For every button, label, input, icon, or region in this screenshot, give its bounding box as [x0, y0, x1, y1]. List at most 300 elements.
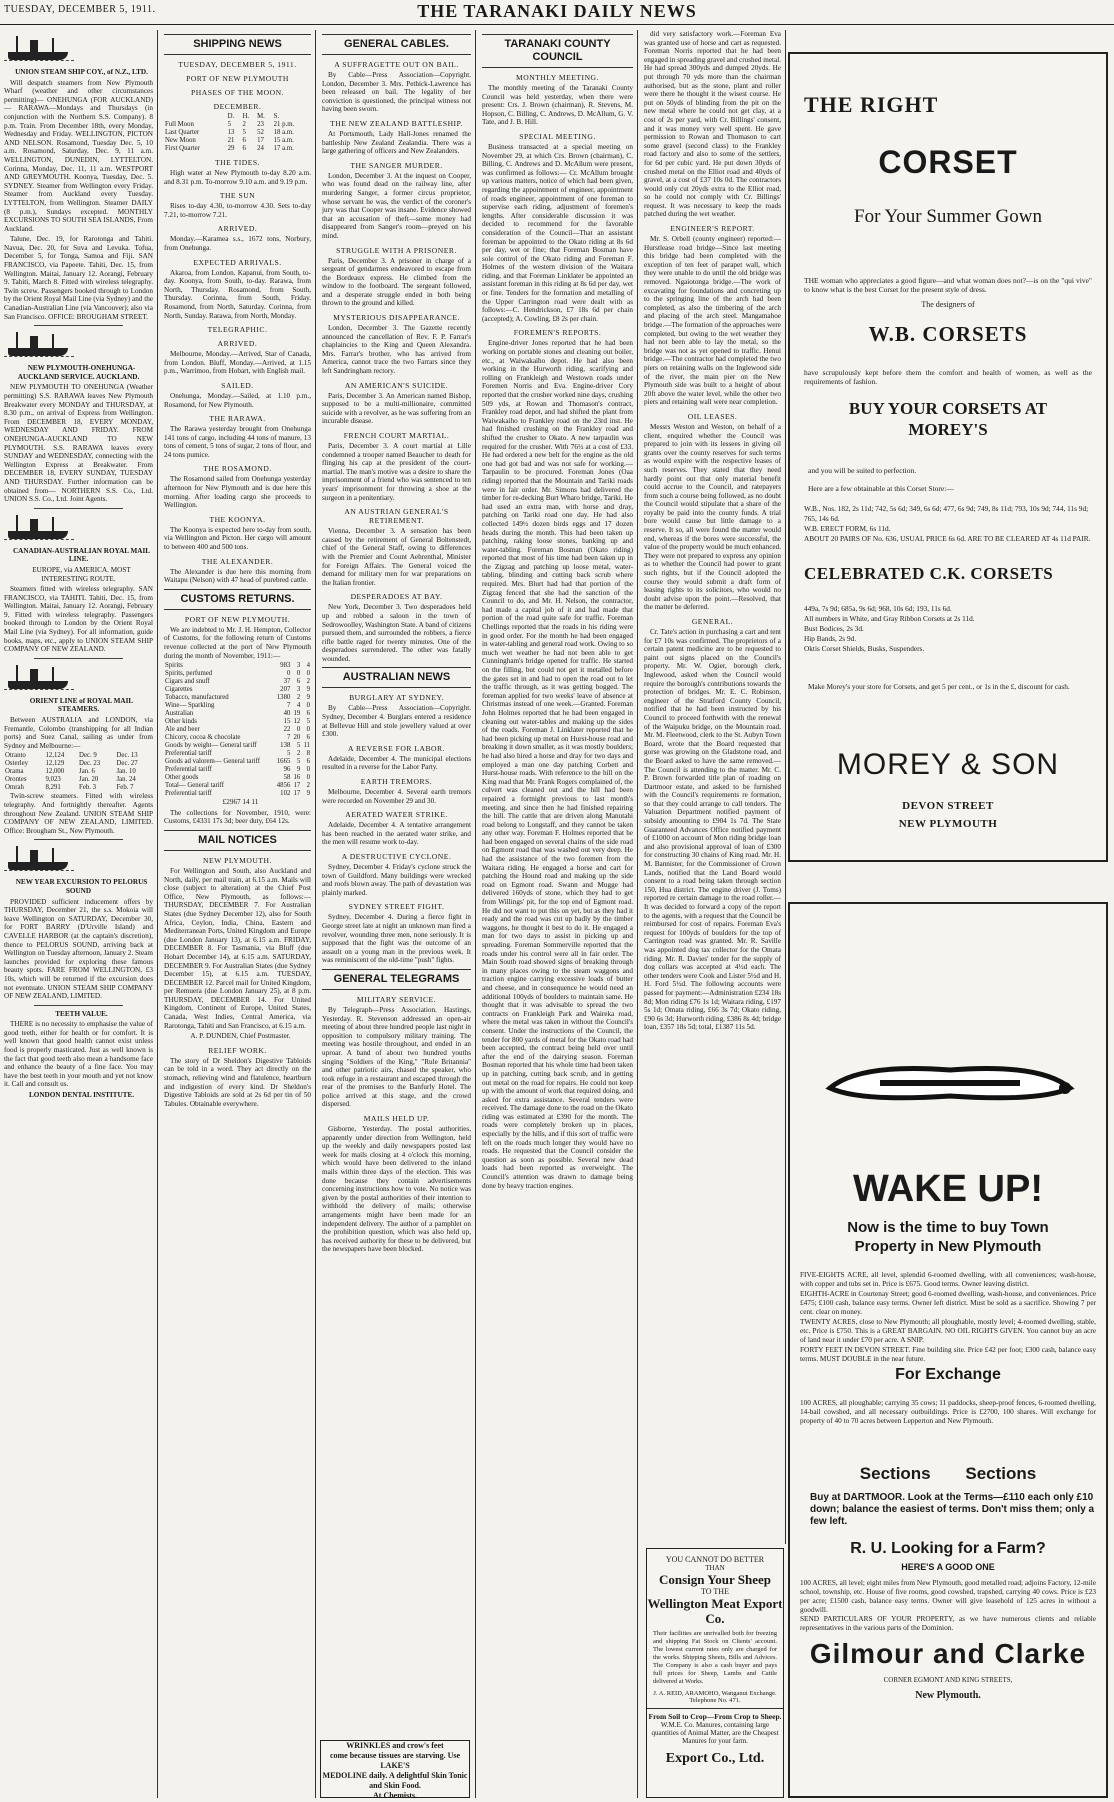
table-cell: 11	[303, 742, 310, 750]
council-heading: TARANAKI COUNTY COUNCIL	[482, 34, 633, 68]
ck-prices: 449a, 7s 9d; 685a, 9s 6d; 968, 10s 6d; 193, 11s 6d.	[804, 604, 952, 613]
sun-heading: THE SUN	[219, 191, 256, 201]
meat-export-advertisement	[646, 1548, 784, 1798]
table-cell: Tobacco, manufactured	[165, 694, 229, 702]
article-body: London, December 3. The Gazette recently announced the cancellation of Rev. F. P. Farrar's chaplaincies to the King and Queen Alexandra. Mrs. Farrar's brother, who has arrived from America, cannot trace the two Farrars since they left Sandringham rectory.	[322, 324, 471, 376]
gilmour-clarke-address: CORNER EGMONT AND KING STREETS,	[883, 1676, 1013, 1684]
table-cell: 15	[283, 718, 291, 726]
article-title: MILITARY SERVICE.	[356, 994, 437, 1004]
wb-price-list	[804, 504, 1092, 544]
corset-ad-body-4: Here are a few obtainable at this Corset Store:—	[808, 484, 954, 493]
wake-sub-line-1: Now is the time to buy Town	[847, 1219, 1049, 1236]
koonya-body: The Koonya is expected here to-day from south, via Wellington and Picton. Her cargo will amount to between 400 and 500 tons.	[164, 525, 311, 552]
article-body: Melbourne, December 4. Several earth tremors were recorded on November 29 and 30.	[322, 788, 471, 805]
table-row	[4, 776, 153, 784]
wake-sub-line-2: Property in New Plymouth	[854, 1238, 1042, 1255]
sheep-ad-line-2: THAN	[705, 1564, 725, 1572]
australian-news-heading: AUSTRALIAN NEWS	[322, 667, 471, 688]
table-cell: 18 a.m.	[273, 129, 294, 136]
wb-prices: W.B., Nos. 182, 2s 11d; 742, 5s 6d; 349, 6s 6d; 477, 6s 9d; 749, 8s 11d; 793, 10s 9d; 744, 11s 9d; 765, 14s 6d.	[804, 504, 1089, 523]
table-row	[164, 790, 311, 798]
property-listing: TWENTY ACRES, close to New Plymouth; all ploughable, mostly level; 4-roomed dwelling, stable, etc. Price is £750. This is a GREAT BARGAIN. NO OIL RIGHTS GIVEN. You cannot buy an acre of land near it under £70 per acre. A SNIP.	[800, 1317, 1096, 1344]
article-title: DESPERADOES AT BAY.	[350, 592, 443, 602]
masthead	[0, 0, 1114, 25]
relief-body: The story of Dr Sheldon's Digestive Tabloids can be told in a word. They act directly on the stomach, relieving wind and flatulence, heartburn and indigestion of every kind. Dr Sheldon's Digestive Tabloids are sold at 2s 6d per tin of 50 Tabules. Obtainable everywhere.	[164, 1056, 311, 1108]
article-body: Paris, December 3. An American named Bishop, supposed to be a multi-millionaire, committed suicide with a revolver, as he was suffering from an incurable disease.	[322, 391, 471, 426]
for-exchange-body: 100 ACRES, all ploughable; carrying 35 cows; 11 paddocks, sheep-proof fences, 6-roomed dwelling, 14-bail cowshed, and all necessary outbuildings. Price is £2700, 100 shares. Will exchange for property of 40 to 70 acres between Lepperton and New Plymouth.	[800, 1398, 1096, 1425]
table-cell: Otranto	[5, 752, 26, 760]
mail-signature: A. P. DUNDEN, Chief Postmaster.	[190, 1032, 291, 1041]
rosamond-heading: THE ROSAMOND.	[203, 464, 272, 474]
expected-heading: EXPECTED ARRIVALS.	[193, 257, 282, 267]
table-cell: 12,000	[45, 768, 65, 776]
telegraphic-body: Melbourne, Monday.—Arrived, Star of Canada, from London. Bluff, Monday.—Arrived, at 1.15 p.m., Warrimoo, from Hobart, with English mail.	[164, 350, 311, 376]
table-cell: Full Moon	[165, 121, 194, 128]
property-listing: FIVE-EIGHTS ACRE, all level, splendid 6-roomed dwelling, with all conveniences; wash-house, with copper and tubs set in. Price is £675. Good terms. Owner leaving district.	[800, 1270, 1096, 1288]
sheep-ad-company-footer: Export Co., Ltd.	[665, 1751, 765, 1766]
table-cell: 1665	[276, 758, 291, 766]
table-row	[164, 670, 311, 678]
article-body: At Portsmouth, Lady Hall-Jones renamed the battleship New Zealand Zealandia. There was a large gathering of officers and New Zealanders.	[322, 129, 471, 156]
table-cell: Orontes	[5, 776, 27, 784]
table-cell	[164, 113, 227, 121]
oil-leases-body: Messrs Weston and Weston, on behalf of a client, enquired whether the Council was prepared to join with its lessees in giving oil grants over the county reserves for such terms as would expire with the respective leases of such reserves. They stated that they need hardly point out that only material benefit could accrue to the Council, and ratepayers from such a course being followed, as no doubt the Council would stipulate that a share of the royalty be paid into the county funds. A trial bore would cause but little damage to a reserve. It so, all were found the matter would end, whereas if the bores were successful, the value of the property would be much enhanced. They were not prepared to express any opinion as to whether the Council had power to grant such rights, but if the Council adopted the course they would submit a draft form of leasing rights to its solicitors, who would no doubt advise upon the point.—Resolved, that the matter be deferred.	[644, 422, 781, 612]
article-title: SYDNEY STREET FIGHT.	[348, 902, 445, 912]
table-cell: 0	[286, 670, 291, 678]
table-cell: 6	[306, 710, 310, 718]
table-cell: First Quarter	[165, 145, 200, 152]
table-row	[4, 760, 153, 768]
table-cell: 2	[306, 782, 310, 790]
gilmour-clarke-name: Gilmour and Clarke	[809, 1638, 1087, 1669]
alarm-banner-icon	[820, 1058, 1080, 1108]
article-body: Vienna, December 3. A sensation has been caused by the retirement of General Boltenstedt, chief of the General Staff, owing to differences with the Premier and Count Aehrenthal, Minister for Foreign Affairs. The General voiced the demand for military men for war preparations on the Italian frontier.	[322, 527, 471, 587]
sections-body: Buy at DARTMOOR. Look at the Terms—£110 each only £10 down; balance the easiest of terms. Don't miss them; only a few left.	[810, 1492, 1095, 1527]
steamship-illustration	[4, 844, 74, 874]
table-row	[4, 784, 153, 792]
table-cell: 20	[293, 734, 301, 742]
arrived-heading: ARRIVED.	[217, 224, 258, 234]
table-cell: Spirits	[165, 662, 183, 670]
table-row	[164, 750, 311, 758]
table-cell: Chicory, cocoa & chocolate	[165, 734, 241, 742]
article-body: By Cable—Press Association—Copyright. Sydney, December 4. Burglars entered a residence at Bellevue Hill and stole jewellery valued at over £300.	[322, 704, 471, 739]
table-cell: 96	[283, 766, 291, 774]
table-cell: 2	[296, 750, 301, 758]
table-cell: Goods by weight— General tariff	[165, 742, 257, 750]
table-cell: 138	[280, 742, 291, 750]
morey-son-name: MOREY & SON	[836, 748, 1060, 781]
table-cell: Last Quarter	[165, 129, 200, 136]
corset-advertisement	[788, 52, 1108, 862]
arrived-body: Monday.—Karamea s.s., 1672 tons, Norbury, from Onehunga.	[164, 235, 311, 252]
sheep-ad-company: Wellington Meat Export Co.	[647, 1596, 783, 1626]
table-cell: Total— General tariff	[165, 782, 225, 790]
corset-ad-designers: The designers of	[921, 300, 975, 309]
table-cell: 9	[296, 766, 301, 774]
special-meeting-heading: SPECIAL MEETING.	[519, 131, 596, 141]
article-title: A DESTRUCTIVE CYCLONE.	[341, 852, 452, 861]
table-cell: 0	[306, 670, 310, 678]
article-body: Adelaide, December 4. The municipal elections resulted in a reverse for the Labor Party.	[322, 754, 471, 772]
table-cell: 23	[257, 121, 264, 128]
table-cell: 6	[242, 145, 246, 152]
table-cell: 5	[296, 742, 301, 750]
customs-returns-table	[164, 662, 311, 798]
corset-ad-body-2: have scrupulously kept before them the comfort and health of women, as well as the requirements of fashion.	[804, 368, 1092, 386]
table-header-cell: M.	[257, 113, 265, 120]
rarawa-heading: THE RARAWA.	[209, 414, 266, 424]
expected-body: Akaroa, from London. Kapanui, from South, to-day. Koonya, from South, to-day. Rarawa, from North, Thursday. Rosamond, from South, Thursday. Corinna, from South, Friday. Rosamond, from North, Saturday. Corinna, from North, Sunday. Rarawa, from North, Monday.	[164, 268, 311, 320]
sheep-ad-manure-text: W.M.E. Co. Manures, containing large quantities of Animal Matter, are the Cheapest Manures for your farm.	[651, 1721, 779, 1745]
moon-phases-table	[164, 113, 311, 153]
article-body: Sydney, December 4. During a fierce fight in George street late at night an unknown man fired a revolver, wounding three men, none seriously. It is supposed that the fight was the outcome of an assault on a young man in the previous week. It was reminiscent of the old-time "push" fights.	[322, 913, 471, 965]
table-cell: 0	[296, 726, 301, 734]
general-heading: GENERAL.	[691, 617, 734, 626]
table-row	[164, 782, 311, 790]
farm-sub: HERE'S A GOOD ONE	[901, 1562, 995, 1572]
corset-ad-discount: Make Morey's your store for Corsets, and get 5 per cent., or 1s in the £, discount for cash.	[808, 682, 1070, 691]
excursion-body: PROVIDED sufficient inducement offers by THURSDAY, December 21, the s.s. Mokoia will leave Wellington on SATURDAY, December 30, for FORT BARRY (D'Urville Island) and CAVELLE HARBOR (at the captain's discretion), thence to PELORUS SOUND, arriving back at Wellington on Tuesday afternoon, January 2. Steam launches provided for exploring these famous beauty spots. FARE FROM WELLINGTON, £3 10s, which will be returned if the excursion does not eventuate. UNION STEAM SHIP COMPANY OF NEW ZEALAND, LIMITED.	[4, 897, 153, 1001]
table-cell: Jan. 6	[79, 768, 95, 776]
table-row	[164, 734, 311, 742]
teeth-heading: TEETH VALUE.	[55, 1009, 108, 1018]
table-cell: 6	[306, 734, 310, 742]
steamship-illustration	[4, 513, 74, 543]
general-telegrams-heading: GENERAL TELEGRAMS	[322, 969, 471, 990]
table-cell: 12,124	[45, 752, 65, 760]
table-cell: Preferential tariff	[165, 790, 212, 798]
sections-heading: Sections Sections	[859, 1464, 1037, 1483]
corset-ad-body-3: and you will be suited to perfection.	[808, 466, 917, 475]
farm-heading: R. U. Looking for a Farm?	[850, 1540, 1046, 1557]
article-title: STRUGGLE WITH A PRISONER.	[336, 245, 457, 255]
table-cell: New Moon	[165, 137, 196, 144]
steamship-illustration	[4, 34, 74, 64]
ck-price-list	[804, 604, 1092, 654]
shipping-ads-column	[0, 30, 158, 1798]
orient-heading: ORIENT LINE of ROYAL MAIL STEAMERS.	[29, 696, 134, 714]
customs-body: We are indebted to Mr. J. H. Hempton, Collector of Customs, for the following return of Customs revenue collected at the port of New Plymouth during the month of November, 1911:—	[164, 625, 311, 660]
sun-body: Rises to-day 4.30, to-morrow 4.30. Sets to-day 7.21, to-morrow 7.21.	[164, 202, 311, 219]
table-cell: Cigarettes	[165, 686, 193, 694]
table-cell: 17	[257, 137, 264, 144]
table-cell: Jan. 20	[79, 776, 99, 784]
rarawa-body: The Rarawa yesterday brought from Onehunga 141 tons of cargo, including 44 tons of manure, 13 tons of cement, 5 tons of sugar, 2 tons of flour, and 24 tons pumice.	[164, 425, 311, 459]
table-row	[164, 678, 311, 686]
table-cell: 207	[280, 686, 291, 694]
gilmour-clarke-town: New Plymouth.	[915, 1690, 981, 1701]
council-sub: MONTHLY MEETING.	[516, 73, 599, 82]
sheep-ad-line-4: TO THE	[701, 1587, 729, 1596]
np-heading: NEW PLYMOUTH-ONEHUNGA-AUCKLAND SERVICE. AUCKLAND.	[17, 364, 140, 381]
table-cell: Cigars and snuff	[165, 678, 210, 686]
table-cell: Other kinds	[165, 718, 197, 726]
mail-sub: NEW PLYMOUTH.	[203, 855, 272, 865]
morey-street: DEVON STREET	[902, 800, 994, 812]
koonya-heading: THE KOONYA.	[209, 514, 266, 524]
table-cell: 40	[283, 710, 291, 718]
table-cell: 5	[296, 758, 301, 766]
property-listing: FORTY FEET IN DEVON STREET. Fine building site. Price £42 per foot; £300 cash, balance easy terms. MUST DOUBLE in the near future.	[800, 1345, 1096, 1363]
table-cell: 37	[283, 678, 291, 686]
table-row	[164, 758, 311, 766]
table-row	[164, 774, 311, 782]
table-cell: 983	[280, 662, 291, 670]
table-cell: 21	[227, 137, 235, 144]
table-header-cell: D.	[227, 113, 235, 120]
table-cell: 0	[296, 670, 301, 678]
ck-bust-bodices: Bust Bodices, 2s 3d.	[804, 624, 864, 633]
table-cell: 4	[306, 662, 310, 670]
rosamond-body: The Rosamond sailed from Onehunga yesterday afternoon for New Plymouth and is due here this morning. After loading cargo she proceeds to Wellington.	[164, 475, 311, 510]
county-council-column	[478, 30, 638, 1798]
table-cell: 6	[296, 678, 301, 686]
table-cell: 17 a.m.	[273, 145, 294, 152]
table-cell: 12	[293, 718, 301, 726]
table-cell: Preferential tariff	[165, 766, 212, 774]
orient-body: Between AUSTRALIA and LONDON, via Fremantle, Colombo (transhipping for all Indian ports) and Suez Canal, sailing as under from Sydney and Melbourne:—	[4, 716, 153, 750]
article-title: MYSTERIOUS DISAPPEARANCE.	[333, 313, 460, 323]
article-body: By Cable—Press Association—Copyright. London, December 3. Mrs. Pethick-Lawrence has been released on bail. The legality of her conviction is questioned, the principal witness not having been sworn.	[322, 71, 471, 114]
table-row	[164, 137, 311, 145]
general-cables-column	[318, 30, 476, 1798]
ck-shields: Oktis Corset Shields, Busks, Suspenders.	[804, 644, 925, 653]
table-cell: Dec. 13	[116, 752, 138, 760]
table-cell: 21 p.m.	[273, 121, 295, 128]
wb-clearance: ABOUT 20 PAIRS OF No. 636, USUAL PRICE 6s 6d. ARE TO BE CLEARED AT 4s 11d PAIR.	[804, 534, 1091, 543]
morey-town: NEW PLYMOUTH	[898, 818, 998, 830]
table-cell: 6	[242, 137, 246, 144]
farm-body-1: 100 ACRES, all level; eight miles from New Plymouth, good metalled road; adjoins Factory, 12-mile school, township, etc. House of five rooms, good cowshed, trapshed, carrying 40 cows. Price is £23 per acre; £1500 cash, balance easy terms. Owner will give leasehold of 125 acres in without a goodwill.	[800, 1578, 1096, 1614]
table-cell: 12,129	[45, 760, 65, 768]
australian-news-list	[322, 693, 471, 964]
port-heading: PORT OF NEW PLYMOUTH	[186, 74, 289, 83]
table-header-cell: H.	[242, 113, 250, 120]
table-row	[164, 718, 311, 726]
table-cell: 0	[306, 726, 310, 734]
table-cell: 2	[296, 694, 301, 702]
table-cell: 8	[306, 750, 310, 758]
engineer-report-heading: ENGINEER'S REPORT.	[670, 224, 755, 234]
tides-heading: THE TIDES.	[215, 158, 260, 167]
canadian-sub: EUROPE, via AMERICA. MOST INTERESTING ROUTE.	[32, 565, 131, 583]
moon-heading: PHASES OF THE MOON.	[191, 88, 284, 97]
canadian-heading: CANADIAN-AUSTRALIAN ROYAL MAIL LINE.	[12, 546, 151, 564]
sheep-ad-soil-heading: From Soil to Crop—From Crop to Sheep.	[647, 1708, 783, 1721]
sheep-ad-line-1: YOU CANNOT DO BETTER	[665, 1555, 765, 1564]
article-body: New York, December 3. Two desperadoes held up and robbed a saloon in the town of Sedrowoolley, Washington State. A band of citizens pursued them, and surrounded the robbers, a fierce rifle battle raged for twenty minutes. One of the desperadoes surrendered. The other was fatally wounded.	[322, 603, 471, 663]
table-cell: 2	[306, 678, 310, 686]
engineer-report-body: Mr. S. Orbell (county engineer) reported:— Hurstlease road bridge—Since last meeting this bridge had been completed with the exception of ten feet of parapet wall, which they were unable to do until the old bridge was removed. Ngaiotonga bridge.—The work of excavating for foundations and concreting up to the springing line of the arch had been completed, as also the timbering of the arch and placing of the arch steel. Mangamahoe bridge.—The formation of the approaches were completed, but owing to the wet weather they had not been able to lay the metal, so the bridge was not as yet opened to traffic. Henui bridge.—The contractor had completed the two piers on retaining walls on the Inglewood side of the river, the main pier on the New Plymouth side was built to a height of about 20ft above the water level, while the other two piers and retaining wall were near completion.	[644, 235, 781, 407]
table-cell: 9	[306, 694, 310, 702]
article-title: EARTH TREMORS.	[360, 777, 433, 787]
table-cell: 1380	[276, 694, 291, 702]
sheep-ad-headline: Consign Your Sheep	[659, 1572, 771, 1587]
table-cell: Wine— Sparkling	[165, 702, 215, 710]
table-header-row	[164, 113, 311, 121]
table-cell: 9	[306, 686, 310, 694]
table-row	[164, 145, 311, 153]
ck-corsets-heading: CELEBRATED C.K. CORSETS	[804, 564, 1054, 583]
article-title: AERATED WATER STRIKE.	[345, 810, 448, 820]
table-cell: 29	[227, 145, 235, 152]
newspaper-title: THE TARANAKI DAILY NEWS	[417, 1, 697, 21]
canadian-body: Steamers fitted with wireless telegraphy. SAN FRANCISCO, via TAHITI. Tahiti, Dec. 15, from Wellington. Maitai, January 12. Aorangi, February 9. Fitted with wireless telegraphy. Passengers booked through to London by the Orient Royal Mail Line (via Sydney). For all information, guide books, maps, etc., apply to UNION STEAM SHIP COMPANY OF NEW ZEALAND.	[4, 585, 153, 654]
usc-body-2: Talune, Dec. 19, for Rarotonga and Tahiti. Navua, Dec. 20, for Suva and Levuka. Tofua, December 5, for Tonga, Samoa and Fiji. SAN FRANCISCO, via Papeete. Tahiti, Dec. 15, from Wellington. Maitai, January 12. Aorangi, February 9. Tahiti, March 8. Fitted with wireless telegraphy. Twin screw. Passengers booked through to London by the Orient Royal Mail Line (via Sydney) and the Canadian-Australian Line (via Vancouver); also via San Francisco. OFFICE: BROUGHAM STREET.	[4, 235, 153, 321]
shipping-news-column	[160, 30, 316, 1798]
table-cell: Spirits, perfumed	[165, 670, 213, 678]
table-cell: Other goods	[165, 774, 199, 782]
wrinkles-advertisement	[320, 1740, 470, 1798]
teeth-foot: LONDON DENTAL INSTITUTE.	[28, 1091, 135, 1100]
article-title: BURGLARY AT SYDNEY.	[349, 693, 444, 703]
table-cell: Osterley	[5, 760, 29, 768]
usc-body: Will despatch steamers from New Plymouth Wharf (weather and other circumstances permitting)— ONEHUNGA (FOR AUCKLAND)— RARAWA—Mondays and Thursdays (in conjunction with the Northern S.S. Company). 8 p.m. Train. From December 18th, every Monday, Wednesday and Friday. WELLINGTON, PICTON AND NELSON. Rosamond, Tuesday Dec. 5, 10 a.m. Rosamond, Saturday, Dec. 9, 11 a.m. WELLINGTON, DUNEDIN, LYTTELTON. Corinna, Monday, Dec. 11, 11 a.m. WESTPORT AND GREYMOUTH. Koonya, Tuesday, Dec. 5. SYDNEY. Steamer from Wellington every Friday. Steamer from Auckland every Tuesday. LYTTELTON, from Wellington. Steamer DAILY (8 p.m.), Sundays excepted. MONTHLY EXCURSIONS TO SOUTH SEA ISLANDS, From Auckland.	[4, 78, 153, 233]
moon-month: DECEMBER.	[213, 102, 262, 111]
corset-ad-buy	[790, 398, 1106, 440]
property-listing: EIGHTH-ACRE in Courtenay Street; good 6-roomed dwelling, wash-house, and conveniences. Price £475; £100 cash, balance easy terms. Owner left district. Must be sold as a sacrifice. Showing 7 per cent. clear on money.	[800, 1289, 1096, 1316]
council-para-2: Business transacted at a special meeting on November 29, at which Crs. Brown (chairman), C. Billing, C. Andrews and D. McAllum were present, was confirmed as follows:— Cr. McAllum brought up various matters, notice of which had been given, regarding the appointment of engineer, appointment of roads engineer, appointment of one foreman to supervise each riding, adjustment of foremen's lengths. After considerable discussion it was decided to recommend for the favorable consideration of the Council—That an assistant foreman be appointed to the Okato riding at 8s 6d per day, wet or fine; that Foreman Bosman have sole control of the Okato riding and Foreman F. Holmes of the western division of the Waitara riding, and that Foreman Linklater be appointed an assistant foreman in this riding at 8s 6d per day, wet or fine. Tenders for the formation and metalling of the Upper Carrington road were dealt with as follows:—C. Hendrickson, £7 18s 6d per chain (accepted); A. Cowling, £8 2s per chain.	[482, 142, 633, 323]
table-cell: 19	[293, 710, 301, 718]
customs-total: £2967 14 11	[222, 798, 259, 807]
for-exchange-heading: For Exchange	[895, 1366, 1001, 1383]
table-cell: Preferential tariff	[165, 750, 212, 758]
article-body: Adelaide, December 4. A tentative arrangement has been reached in the aerated water strike, and the men will resume work to-day.	[322, 821, 471, 847]
corset-ad-headline: CORSET	[878, 144, 1018, 180]
table-cell: 3	[296, 662, 301, 670]
article-title: THE SANGER MURDER.	[350, 160, 443, 170]
corset-ad-intro: THE woman who appreciates a good figure—and what woman does not?—is on the "qui vive" to know what is the best Corset for the present style of dress.	[804, 276, 1092, 294]
farm-body	[800, 1578, 1096, 1632]
table-cell: 102	[280, 790, 291, 798]
table-cell: 24	[257, 145, 264, 152]
table-cell: 0	[306, 702, 310, 710]
real-estate-advertisement	[788, 902, 1108, 1798]
table-cell: 0	[306, 766, 310, 774]
table-cell: 3	[296, 686, 301, 694]
orient-sailings-table	[4, 752, 153, 792]
wrinkles-line-3: MEDOLINE daily. A delightful Skin Tonic and Skin Food.	[322, 1771, 468, 1790]
tides-body: High water at New Plymouth to-day 8.20 a.m. and 8.31 p.m. To-morrow 9.10 a.m. and 9.19 p.m.	[164, 169, 311, 186]
table-cell: 16	[293, 774, 301, 782]
table-cell: 17	[293, 790, 301, 798]
table-cell: 8,291	[45, 784, 61, 792]
ck-white-gray: All numbers in White, and Gray Ribbon Corsets at 2s 11d.	[804, 614, 975, 623]
table-cell: 52	[257, 129, 264, 136]
customs-sub: PORT OF NEW PLYMOUTH.	[184, 614, 291, 624]
steamship-illustration	[4, 330, 74, 360]
property-listings	[800, 1270, 1096, 1364]
table-cell: 5	[242, 129, 246, 136]
wake-up-headline: WAKE UP!	[853, 1168, 1043, 1210]
telegrams-list	[322, 995, 471, 1254]
table-cell: 7	[286, 702, 291, 710]
alexander-body: The Alexander is due here this morning from Waitapu (Nelson) with 47 head of purebred cattle.	[164, 567, 311, 585]
usc-heading: UNION STEAM SHIP COY., of N.Z., LTD.	[15, 68, 148, 76]
article-title: MAILS HELD UP.	[363, 1114, 430, 1124]
wrinkles-line-4: At Chemists.	[373, 1791, 417, 1800]
np-body: NEW PLYMOUTH TO ONEHUNGA (Weather permitting) S.S. RARAWA leaves New Plymouth Breakwater every MONDAY and THURSDAY, at 8.30 p.m., on arrival of Express from Wellington. From DECEMBER 18, EVERY MONDAY, WEDNESDAY AND FRIDAY. FROM ONEHUNGA-AUCKLAND TO NEW PLYMOUTH. S.S. RARAWA leaves every SUNDAY and WEDNESDAY, connecting with the Wellington Express at Breakwater. From DECEMBER 18, EVERY SUNDAY, TUESDAY AND THURSDAY. Further information can be obtained from— NORTHERN S.S. Co., Ltd. UNION S.S. Co., Ltd. Joint Agents.	[4, 383, 153, 504]
council-continued-column	[640, 30, 786, 1544]
oil-leases-heading: OIL LEASES.	[687, 411, 738, 421]
sheep-ad-body: Their facilities are unrivalled both for freezing and shipping Fat Stock on Clients' account. The lowest current rates only are charged for the works. Shipping Sheets, Bills and Advices. The Company is also a cash buyer and pays full prices for Sheep, Lambs and Cattle delivered at Works.	[653, 1630, 777, 1685]
table-row	[164, 694, 311, 702]
table-cell: 22	[283, 726, 291, 734]
steamship-illustration	[4, 663, 74, 693]
wake-up-sub	[790, 1218, 1106, 1256]
shipping-date-line: TUESDAY, DECEMBER 5, 1911.	[178, 60, 297, 69]
table-cell: 13	[227, 129, 235, 136]
table-cell: 9,023	[45, 776, 61, 784]
table-cell: 17	[293, 782, 301, 790]
table-row	[4, 768, 153, 776]
cables-list	[322, 60, 471, 663]
telegraphic-heading: TELEGRAPHIC.	[207, 325, 268, 335]
issue-date: TUESDAY, DECEMBER 5, 1911.	[4, 4, 156, 15]
customs-heading: CUSTOMS RETURNS.	[164, 589, 311, 610]
ck-hip-bands: Hip Bands, 2s 9d.	[804, 634, 857, 643]
sailed-body: Onehunga, Monday.—Sailed, at 1.10 p.m., Rosamond, for New Plymouth.	[164, 391, 311, 409]
table-cell: 6	[306, 758, 310, 766]
table-cell: 9	[306, 790, 310, 798]
table-row	[164, 702, 311, 710]
mail-body: For Wellington and South, also Auckland and North, daily, per mail train, at 6.15 a.m. Mails will close (subject to alteration) at the Chief Post Office, New Plymouth, as follows:— THURSDAY, DECEMBER 7. For Australian States (due Sydney December 12), also for South Africa, Ceylon, India, China, Eastern and Mediterranean Ports, United Kingdom and Europe (due London January 13), at 6.15 a.m. FRIDAY, DECEMBER 8. For Tasmania, via Bluff (due Hobart December 14), at 6.15 a.m. SATURDAY, DECEMBER 9. For Australian States (due Sydney December 15), at 6.15 a.m. TUESDAY, DECEMBER 12. Parcel mail for United Kingdom, per Remuera (due London January 25), at 8 p.m. THURSDAY, DECEMBER 14. For United Kingdom, Continent of Europe, United States, Canada, West Indies, Central America, via Rarotonga, Tahiti and San Francisco, at 6.15 a.m.	[164, 866, 311, 1030]
table-cell: 0	[306, 774, 310, 782]
sheep-ad-agent: J. A. REID, ARAMOHO, Wanganui Exchange. Telephone No. 471.	[653, 1690, 777, 1704]
article-body: Gisborne, Yesterday. The postal authorities, apparently under direction from Wellington, held up the weekly and daily newspapers posted last week for mails closing at 4 o'clock this morning, which would have been delivered to the inland mails within three days of the election. This was done because they contain advertisements concerning instructions how to vote. No notice was given by the postal authorities of their intention to withhold the delivery of mails; otherwise arrangements might have been made for an independent delivery. The author of a pamphlet on the prohibition question, which was also held up, has received authority for these to be delivered, but the newspapers have been blocked.	[322, 1125, 471, 1254]
buy-line-1: BUY YOUR CORSETS AT	[848, 399, 1048, 418]
continued-para-1: did very satisfactory work.—Foreman Eva was granted use of horse and cart as requested. Foreman Norris reported that he had been engaged in spreading gravel and crushed metal. He had spread 300yds and dumped 20yds. He put through 70 yds more than the chairman authorised, but as the stone, plant and roller were there he thought it the wisest course. He put on 50yds of blinding from the pit on the new metal where he could not get clay, at a cost of 2s per yard, with Cr. Billings' consent, and it was money very well spent. He gave permission to Rowan and Thomason to cart some gravel (second class) to the Frankley road factory and also to some of the settlers, for 6d per cubic yard. He put down 30yds of crushed metal on the Elliot road and 40yds of gravel, at a cost of £37 10s 0d. The contractors would only cut 20yds extra to the Elliot road, so he could not comply with Cr. Billings' request. It was necessary to keep the roads patched during the wet weather.	[644, 30, 781, 219]
general-body: Cr. Tate's action in purchasing a cart and tent for £7 10s was confirmed. The proprietors of a certain patent medicine are to be requested to paint out signs placed on the Council's property. Mr. W. Ogier, borough clerk, Inglewood, asked when the Council would require the borough's contributions towards the protection of bridges. Mr. E. C. Robinson, engineer of the Stratford County Council, notified that he had been instructed by his Council to proceed forthwith with the renewal of the Waipuku bridge, on the Mountain road. Mr. M. Fleetwood, clerk to the St. Aubyn Town Board, wrote that the Board requested that gorse was growing on the Gladstone road, and the Board asked to have the same removed.—The Council is attending to the matter. Mr. C. P. Brown forwarded title plan of roading on Dartmoor estate, and asked to be furnished with the Council's requirements re formation, so that they could arrange to call tenders. The Valuation Department notified payment of subsidy amounting to £904 1s 7d. The State Guaranteed Advances Office notified payment of £1000 on account of Mon riding bridge loan and also provisional approval of loan of £300 for constructing 30 chains of King road. Mr. H. M. Bannister, for the Commissioner of Crown Lands, notified that the Land Board would consent to a road being taken through section 150, Hua district. The engine driver (J. Toms) reported re certain damage to the road roller.—It was decided to forward a copy of the report to the agents, with a request that the Council be reimbursed for cost of repairs. Foreman Eva's request for 100yds of boulders for the top of Carrington road was granted. Mr. R. Saville was appointed dog tax collector for the Omata riding. Mr. R. Davies' tender for the supply of dog collars was accepted at 4½d each. The other tenders were Cook and Lister 5½d and H. H. Ford 5½d. The following accounts were passed for payment:—Administration £234 18s 8d; Mon riding £76 1s 1d; Waitara riding, £197 5s 1d; Omata riding, £66 3s 7d; Okato riding, £90 6s 3d; Hurworth riding, £386 8s 4d; bridge loan, £357 18s 5d; total, £1387 11s 5d.	[644, 628, 781, 1032]
table-row	[164, 742, 311, 750]
table-cell: Dec. 27	[116, 760, 138, 768]
table-row	[164, 129, 311, 137]
mail-notices-heading: MAIL NOTICES	[164, 830, 311, 851]
table-cell: 15 a.m.	[273, 137, 294, 144]
council-para-1: The monthly meeting of the Taranaki County Council was held yesterday, when there were present: Crs. J. Brown (chairman), R. Stevens, M. Hopson, C. Billing, C. Andrews, D. McAllum, G. V. Tate, and J. B. Hill.	[482, 84, 633, 127]
article-body: Sydney, December 4. Friday's cyclone struck the town of Guildford. Many buildings were wrecked and roofs blown away. The path of devastation was plainly marked.	[322, 863, 471, 897]
table-row	[4, 752, 153, 760]
buy-line-2: MOREY'S	[908, 420, 988, 439]
table-cell: Feb. 3	[79, 784, 97, 792]
corset-ad-the-right: THE RIGHT	[804, 92, 939, 117]
table-cell: Jan. 24	[116, 776, 136, 784]
farm-body-2: SEND PARTICULARS OF YOUR PROPERTY, as we have numerous clients and reliable representatives in the various parts of the Dominion.	[800, 1614, 1096, 1632]
table-row	[164, 726, 311, 734]
table-row	[164, 710, 311, 718]
foremen-reports-heading: FOREMEN'S REPORTS.	[513, 328, 602, 338]
sailed-heading: SAILED.	[221, 380, 254, 390]
table-cell: 5	[227, 121, 232, 128]
customs-foot: The collections for November, 1910, were: Customs, £4331 17s 3d; beer duty, £64 12s.	[164, 808, 311, 826]
article-body: Paris, December 3. A prisoner in charge of a sergeant of gendarmes endeavored to escape from the Bordeaux express. He climbed from the window to the footboard. The sergeant followed, and a desperate struggle ended in both being thrown to the ground and killed.	[322, 256, 471, 308]
wb-corsets-brand: W.B. CORSETS	[868, 322, 1028, 346]
general-cables-heading: GENERAL CABLES.	[322, 34, 471, 55]
table-cell: Ale and beer	[165, 726, 200, 734]
orient-foot: Twin-screw steamers. Fitted with wireless telegraphy. And fortnightly thereafter. Agents throughout New Zealand. UNION STEAM SHIP COMPANY OF NEW ZEALAND, LIMITED. Office: Brougham St., New Plymouth.	[4, 792, 153, 835]
table-cell: 2	[242, 121, 246, 128]
table-row	[164, 766, 311, 774]
article-body: By Telegraph—Press Association. Hastings, Yesterday. R. Stevenson addressed an open-air meeting of about three hundred people last night in opposition to compulsory military training. The meeting was hostile throughout, and ended in an uproar. A band of about two hundred youths singing "Soldiers of the King," "Rule Britannia" and other patriotic airs, chased the speaker, who took refuge in a restaurant and escaped through the rear of the premises to the Banfurly Hotel. The police arrived at this stage, and the crowd dispersed.	[322, 1005, 471, 1109]
table-cell: 5	[306, 718, 310, 726]
wrinkles-line-2: come because tissues are starving. Use LAKE'S	[329, 1751, 461, 1770]
article-title: FRENCH COURT MARTIAL.	[343, 431, 450, 440]
table-cell: Dec. 9	[79, 752, 97, 760]
table-cell: Jan. 10	[116, 768, 136, 776]
article-title: AN AUSTRIAN GENERAL'S RETIREMENT.	[344, 507, 449, 526]
wb-erect-form: W.B. ERECT FORM, 6s 11d.	[804, 524, 891, 533]
